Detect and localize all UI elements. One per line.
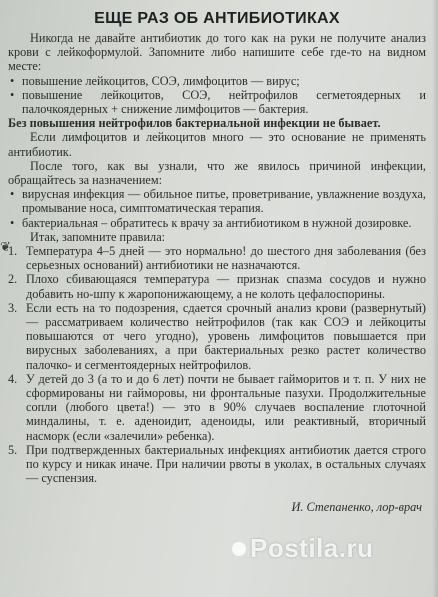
lymph-note-paragraph: Если лимфоцитов и лейкоцитов много — это основание не применять антибиотик.	[8, 130, 426, 159]
list-item: • повышение лейкоцитов, СОЭ, лимфоцитов — вирус;	[22, 74, 426, 88]
rule-item	[8, 371, 426, 443]
list-item: • бактериальная – обратитесь к врачу за антибиотиком в нужной дозировке.	[22, 216, 426, 230]
rule-text: Плохо сбивающаяся температура — признак спазма сосудов и нужно добавить но-шпу к жаропонижающему, а не колоть цефалоспорины.	[26, 272, 426, 301]
rules-intro: Итак, запомните правила:	[30, 229, 166, 244]
rule-number: 5.	[8, 442, 18, 457]
author-signature: И. Степаненко, лор-врач	[291, 499, 422, 514]
rule-number: 2.	[8, 272, 18, 287]
intro-paragraph: Никогда не давайте антибиотик до того как на руки не получите анализ крови с лейкоформулой. Запомните либо напишите себе где-то на видном месте:	[8, 31, 426, 74]
rule-text: У детей до 3 (а то и до 6 лет) почти не бывает гайморитов и т. п. У них не сформированы ни гайморовы, ни фронтальные пазухи. Продолжительные сопли (любого цвета!) — это в 90% случаев воспаление глоточной миндалины, т. е. аденоидит, аденоиды, или реактивный, вторичный насморк (если «залечили» ребенка).	[26, 371, 426, 443]
warning-paragraph: Без повышения нейтрофилов бактериальной инфекции не бывает.	[8, 116, 381, 131]
rule-item	[8, 300, 426, 372]
rule-item	[8, 442, 426, 486]
after-cause-paragraph: После того, как вы узнали, что же явилось причиной инфекции, обращайтесь за назначением:	[8, 158, 426, 188]
blood-markers-list	[8, 74, 426, 117]
rules-list	[8, 244, 426, 485]
list-item: • вирусная инфекция — обильное питье, проветривание, увлажнение воздуха, промывание носа, симптоматическая терапия.	[22, 187, 426, 215]
list-item: • повышение лейкоцитов, СОЭ, нейтрофилов сегметоядерных и палочкоядерных + снижение лимфоцитов — бактерия.	[22, 88, 426, 116]
rule-item	[8, 272, 426, 301]
rule-number: 4.	[8, 371, 18, 386]
rule-number: 3.	[8, 300, 18, 315]
page-title: ЕЩЕ РАЗ ОБ АНТИБИОТИКАХ	[94, 10, 340, 27]
treatment-list	[8, 187, 426, 230]
rule-text: Температура 4–5 дней — это нормально! до шестого дня заболевания (без серьезных оснований) антибиотики не назначаются.	[26, 244, 426, 273]
page-edge-shadow	[432, 0, 438, 597]
rule-number: 1.	[8, 244, 18, 259]
watermark-dot-icon	[232, 542, 246, 556]
rule-text: При подтвержденных бактериальных инфекциях антибиотик дается строго по курсу и никак иначе. При наличии рвоты в уколах, в остальных случаях — суспензия.	[26, 442, 426, 486]
rule-text: Если есть на то подозрения, сдается срочный анализ крови (развернутый) — рассматриваем количество нейтрофилов (так как СОЭ и лейкоциты повышаются от чего угодно), уровень лимфоцитов повышается при вирусных заболеваниях, а при бактериальных резко растет количество палочко- и сегментоядерных нейтрофилов.	[26, 300, 426, 372]
rule-item	[8, 244, 426, 273]
leaf-icon: ❦	[0, 239, 11, 254]
watermark-logo[interactable]: Postila.ru	[250, 533, 374, 563]
